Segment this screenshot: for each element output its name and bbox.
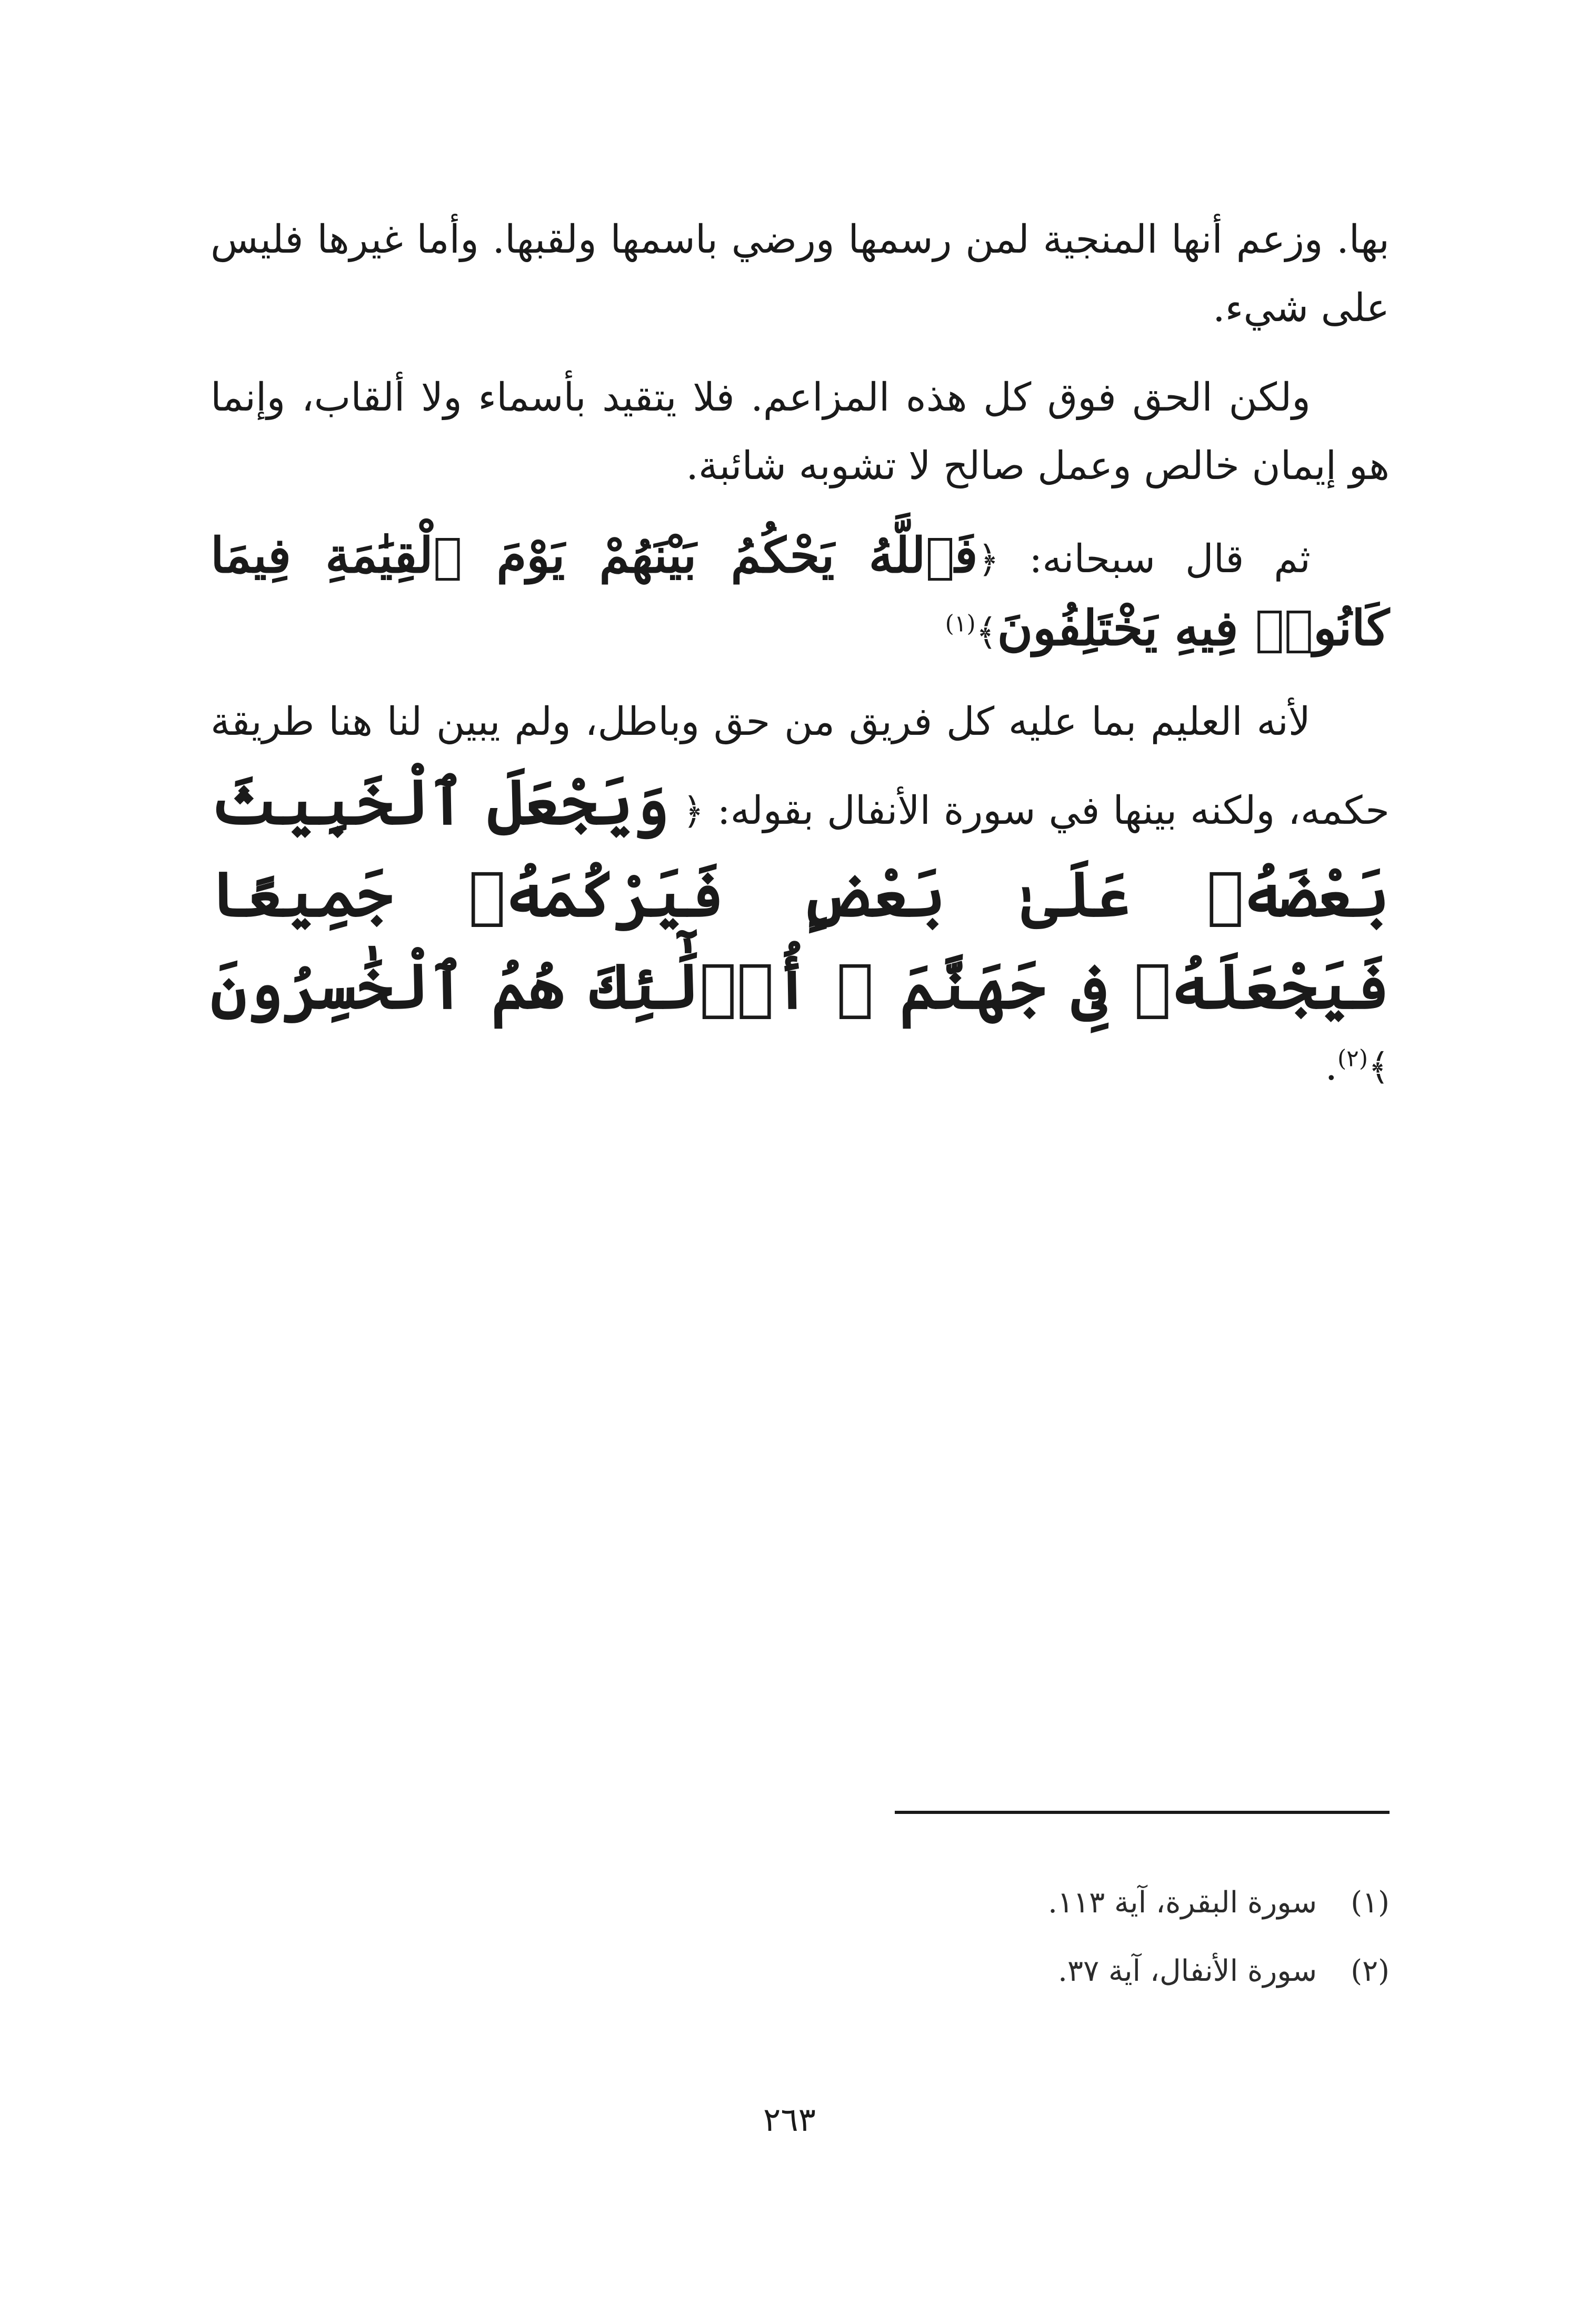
paragraph-4-text: لأنه العليم بما عليه كل فريق من حق وباطل، ولم يبين لنا هنا طريقة حكمه، ولكنه بينها في سورة الأنفال بقوله: (211, 699, 1390, 833)
footnote-1 (737, 1879, 1390, 1927)
footnote-separator (895, 1811, 1390, 1814)
footnote-ref-1: (١) (945, 610, 976, 637)
paragraph-1 (211, 205, 1390, 342)
footnote-text: سورة البقرة، آية ١١٣. (1048, 1886, 1317, 1920)
quran-verse-2: وَيَجْعَلَ ٱلْخَبِيثَ بَعْضَهُۥ عَلَىٰ بَعْضٍ فَيَرْكُمَهُۥ جَمِيعًا فَيَجْعَلَهُۥ فِى جَهَنَّمَ ۚ أُو۟لَٰٓئِكَ هُمُ ٱلْخَٰسِرُونَ (211, 765, 1390, 1023)
paragraph-2-text: ولكن الحق فوق كل هذه المزاعم. فلا يتقيد بأسماء ولا ألقاب، وإنما هو إيمان خالص وعمل صالح لا تشوبه شائبة. (211, 375, 1390, 488)
footnote-number: (١) (1351, 1886, 1390, 1920)
footnote-number: (٢) (1351, 1954, 1390, 1988)
paragraph-3 (211, 521, 1390, 666)
paragraph-4 (211, 687, 1390, 1101)
paragraph-3-intro: ثم قال سبحانه: (1029, 536, 1311, 582)
quran-open-bracket: ﴿ (682, 790, 704, 833)
main-text (211, 205, 1390, 1122)
paragraph-4-end: . (1325, 1044, 1337, 1089)
footnote-2 (737, 1948, 1390, 1995)
footnote-ref-2: (٢) (1337, 1045, 1368, 1072)
footnote-text: سورة الأنفال، آية ٣٧. (1058, 1954, 1317, 1988)
paragraph-1-text: بها. وزعم أنها المنجية لمن رسمها ورضي باسمها ولقبها. وأما غيرها فليس على شيء. (211, 217, 1390, 331)
quran-open-bracket: ﴿ (977, 538, 1000, 581)
quran-close-bracket: ﴾ (975, 611, 997, 654)
paragraph-2 (211, 363, 1390, 500)
quran-close-bracket: ﴾ (1367, 1045, 1390, 1089)
quran-verse-1: فَٱللَّهُ يَحْكُمُ بَيْنَهُمْ يَوْمَ ٱلْقِيَٰمَةِ فِيمَا كَانُوا۟ فِيهِ يَخْتَلِفُونَ (211, 527, 1390, 656)
page-number: ٢٦٣ (763, 2100, 816, 2139)
footnotes (737, 1879, 1390, 2016)
